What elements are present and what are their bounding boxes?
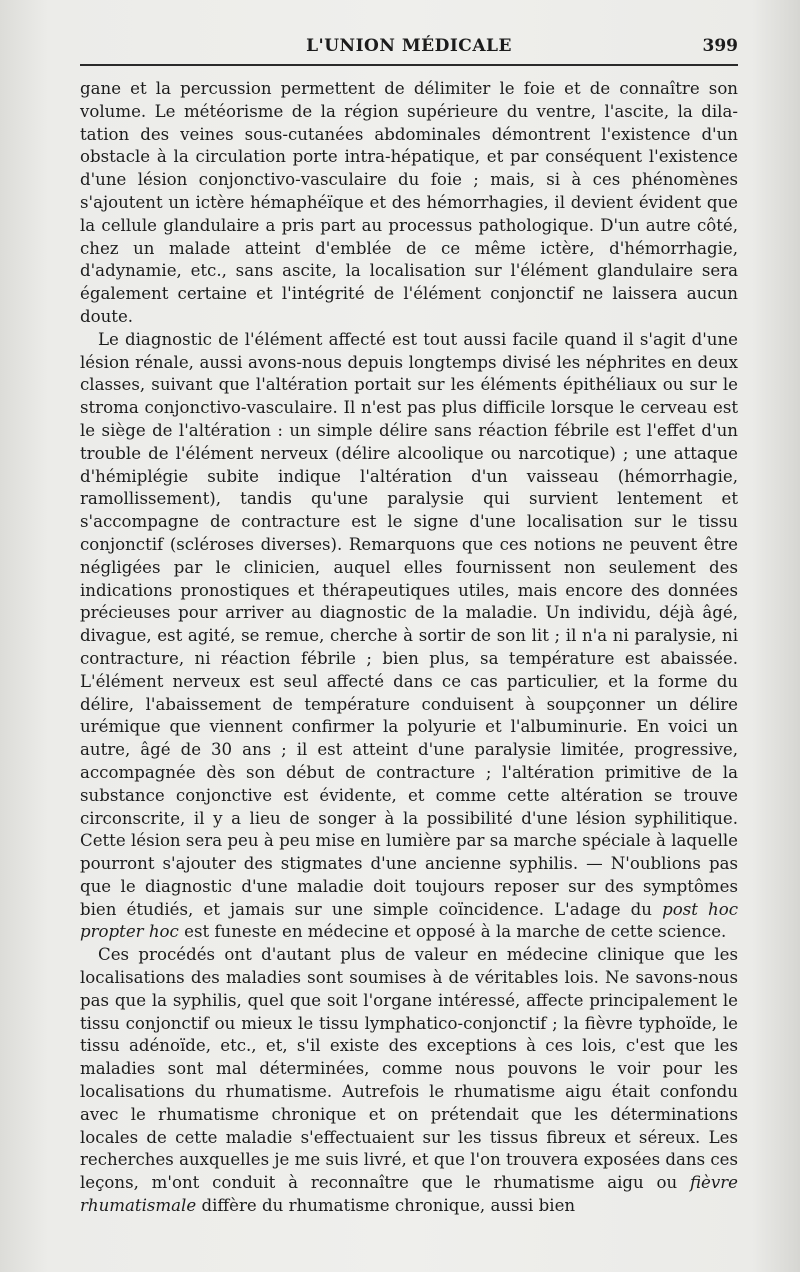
text-run: diffère du rhumatisme chronique, aussi bien — [196, 1196, 576, 1216]
paragraph — [80, 78, 738, 329]
paragraph — [80, 944, 738, 1218]
body-text — [80, 78, 738, 1218]
text-run: Le diagnostic de l'élément affecté est tout aussi facile quand il s'agit d'une lésion rénale, aussi avons-nous depuis longtemps divisé les néphrites en deux classes, suivant que l'altération portait sur les éléments épithéliaux ou sur le stroma conjonctivo-vasculaire. Il n'est pas plus difficile lorsque le cerveau est le siège de l'altération : un simple délire sans réaction fébrile est l'effet d'un trouble de l'élément nerveux (délire alcoolique ou narcotique) ; une attaque d'hémiplégie subite indique l'altération d'un vaisseau (hémorrhagie, ramollissement), tandis qu'une paralysie qui survient lentement et s'accompagne de contracture est le signe d'une localisation sur le tissu conjonctif (scléroses diverses). Remarquons que ces notions ne peuvent être négligées par le clinicien, auquel elles fournissent non seulement des indications pronostiques et thérapeutiques utiles, mais encore des données précieuses pour arriver au diagnostic de la maladie. Un individu, déjà âgé, divague, est agité, se remue, cherche à sortir de son lit ; il n'a ni paralysie, ni contracture, ni réaction fébrile ; bien plus, sa température est abaissée. L'élément nerveux est seul affecté dans ce cas particulier, et la forme du délire, l'abaissement de température conduisent à soupçonner un délire urémique que viennent confirmer la polyurie et l'albuminurie. En voici un autre, âgé de 30 ans ; il est atteint d'une paralysie limitée, progressive, accompagnée dès son début de contracture ; l'altération primitive de la substance conjonctive est évidente, et comme cette altération se trouve circonscrite, il y a lieu de songer à la possibilité d'une lésion syphilitique. Cette lésion sera peu à peu mise en lumière par sa marche spéciale à laquelle pourront s'ajouter des stigmates d'une ancienne syphilis. — N'oublions pas que le diagnostic d'une maladie doit toujours reposer sur des symptômes bien étudiés, et jamais sur une simple coïncidence. L'adage du — [80, 329, 738, 919]
text-run: est funeste en médecine et opposé à la marche de cette science. — [178, 922, 727, 942]
running-title: L'UNION MÉDICALE — [306, 36, 512, 56]
italic-phrase: fièvre rhumatismale — [80, 1173, 738, 1216]
text-run: gane et la percussion permettent de délimiter le foie et de connaître son volume. Le météorisme de la région supérieure du ventre, l'ascite, la dilatation des veines sous-cutanées abdominales démontrent l'existence d'un obstacle à la circulation porte intra-hépatique, et par conséquent l'existence d'une lésion conjonctivo-vasculaire du foie ; mais, si à ces phénomènes s'ajoutent un ictère hémaphéïque et des hémorrhagies, il devient évident que la cellule glandulaire a pris part au processus pathologique. D'un autre côté, chez un malade atteint d'emblée de ce même ictère, d'hémorrhagie, d'adynamie, etc., sans ascite, la localisation sur l'élément glandulaire sera également certaine et l'intégrité de l'élément conjonctif ne laissera aucun doute. — [80, 79, 738, 326]
paragraph — [80, 329, 738, 945]
page-number: 399 — [702, 36, 738, 56]
italic-phrase: post hoc propter hoc — [80, 899, 738, 942]
text-run: Ces procédés ont d'autant plus de valeur en médecine clinique que les localisations des maladies sont soumises à de véritables lois. Ne savons-nous pas que la syphilis, quel que soit l'organe intéressé, affecte principalement le tissu conjonctif ou mieux le tissu lymphatico-conjonctif ; la fièvre typhoïde, le tissu adénoïde, etc., et, s'il existe des exceptions à ces lois, c'est que les maladies sont mal déterminées, comme nous pouvons le voir pour les localisations du rhumatisme. Autrefois le rhumatisme aigu était confondu avec le rhumatisme chronique et on prétendait que les déterminations locales de cette maladie s'effectuaient sur les tissus fibreux et séreux. Les recherches auxquelles je me suis livré, et que l'on trouvera exposées dans ces leçons, m'ont conduit à reconnaître que le rhumatisme aigu ou — [80, 945, 738, 1193]
page-header — [80, 30, 738, 66]
